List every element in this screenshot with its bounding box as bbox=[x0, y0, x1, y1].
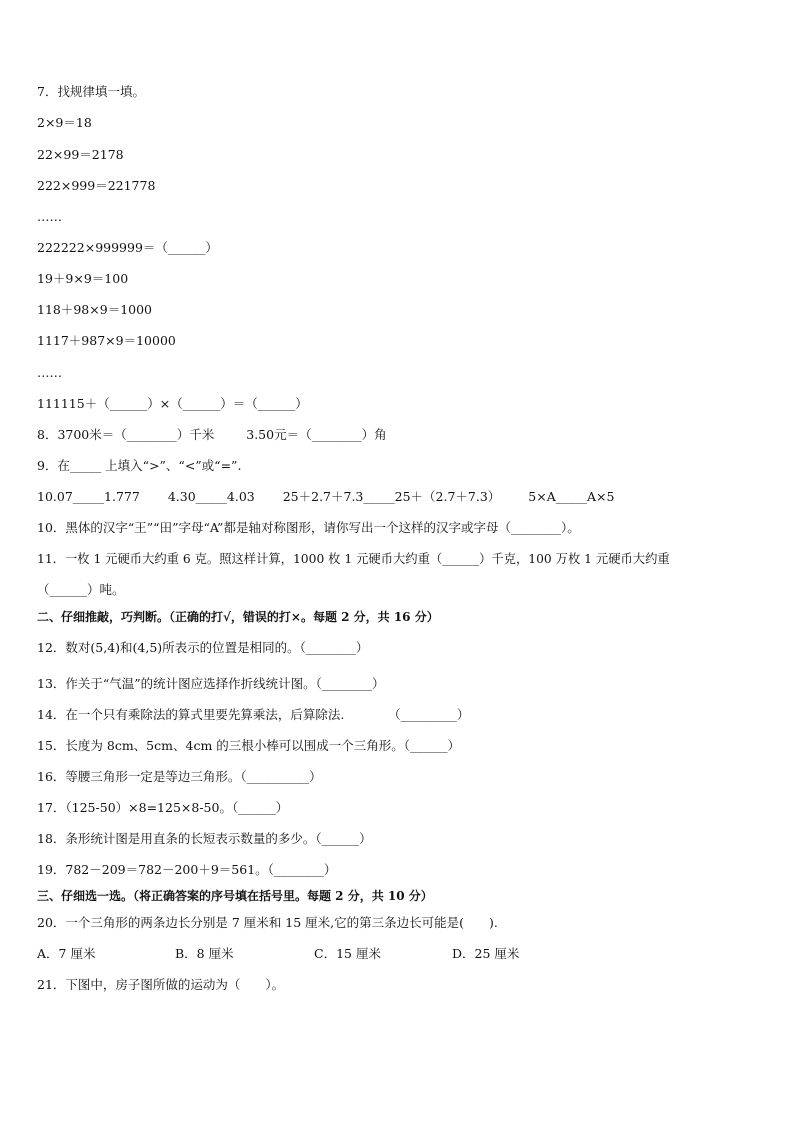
q9-item: 5×A_____A×5 bbox=[528, 489, 615, 504]
q7-line: 222×999＝221778 bbox=[37, 178, 156, 193]
judge-item-18: 18．条形统计图是用直条的长短表示数量的多少。（______） bbox=[37, 831, 372, 846]
option-c: C．15 厘米 bbox=[314, 946, 381, 961]
q10: 10．黑体的汉字“王”“田”字母“A”都是轴对称图形，请你写出一个这样的汉字或字母（________）。 bbox=[37, 520, 580, 535]
judge-item-12: 12．数对(5,4)和(4,5)所表示的位置是相同的。（________） bbox=[37, 640, 369, 655]
q7-ellipsis: …… bbox=[37, 209, 62, 224]
q7-line: 222222×999999＝（______） bbox=[37, 240, 218, 255]
judge-item-15: 15．长度为 8cm、5cm、4cm 的三根小棒可以围成一个三角形。（______） bbox=[37, 738, 461, 753]
q7-line: 111115＋（______）×（______）＝（______） bbox=[37, 396, 308, 411]
q8-part2: 3.50元＝（________）角 bbox=[246, 427, 387, 442]
q7-line: 2×9＝18 bbox=[37, 115, 92, 130]
section-3-heading: 三、仔细选一选。（将正确答案的序号填在括号里。每题 2 分，共 10 分） bbox=[37, 889, 433, 903]
q7-line: 19＋9×9＝100 bbox=[37, 271, 129, 286]
q9-items bbox=[37, 489, 614, 505]
judge-item-17: 17．（125-50）×8=125×8-50。（______） bbox=[37, 800, 289, 815]
q11-line1: 11．一枚 1 元硬币大约重 6 克。照这样计算，1000 枚 1 元硬币大约重（______）千克，100 万枚 1 元硬币大约重 bbox=[37, 552, 670, 566]
q9-item: 10.07_____1.777 bbox=[37, 489, 140, 504]
q8 bbox=[37, 427, 387, 443]
q7-line: 1117＋987×9＝10000 bbox=[37, 333, 176, 348]
q9-title: 9．在_____ 上填入“>”、“<”或“=”. bbox=[37, 458, 242, 473]
section-2-heading: 二、仔细推敲，巧判断。（正确的打√，错误的打×。每题 2 分，共 16 分） bbox=[37, 610, 439, 624]
q20-options bbox=[37, 946, 519, 962]
judge-item-16: 16．等腰三角形一定是等边三角形。（__________） bbox=[37, 769, 322, 784]
q11-line2: （______）吨。 bbox=[37, 582, 125, 597]
q20-stem: 20．一个三角形的两条边长分别是 7 厘米和 15 厘米,它的第三条边长可能是( ). bbox=[37, 915, 498, 930]
option-a: A．7 厘米 bbox=[37, 946, 96, 961]
judge-item-14: 14．在一个只有乘除法的算式里要先算乘法，后算除法. （_________） bbox=[37, 707, 470, 722]
q9-item: 4.30_____4.03 bbox=[167, 489, 255, 504]
q21: 21．下图中，房子图所做的运动为（ ）。 bbox=[37, 977, 285, 992]
q7-ellipsis: …… bbox=[37, 365, 62, 380]
q9-item: 25＋2.7＋7.3_____25＋（2.7＋7.3） bbox=[282, 489, 501, 504]
judge-item-19: 19．782－209＝782－200＋9＝561。（________） bbox=[37, 862, 337, 877]
judge-item-13: 13．作关于“气温”的统计图应选择作折线统计图。（________） bbox=[37, 676, 385, 691]
option-b: B．8 厘米 bbox=[175, 946, 234, 961]
q7-line: 118＋98×9＝1000 bbox=[37, 302, 153, 317]
option-d: D．25 厘米 bbox=[452, 946, 520, 961]
q8-part1: 8．3700米＝（________）千米 bbox=[37, 427, 215, 442]
q7-title: 7．找规律填一填。 bbox=[37, 84, 145, 99]
q7-line: 22×99＝2178 bbox=[37, 147, 124, 162]
